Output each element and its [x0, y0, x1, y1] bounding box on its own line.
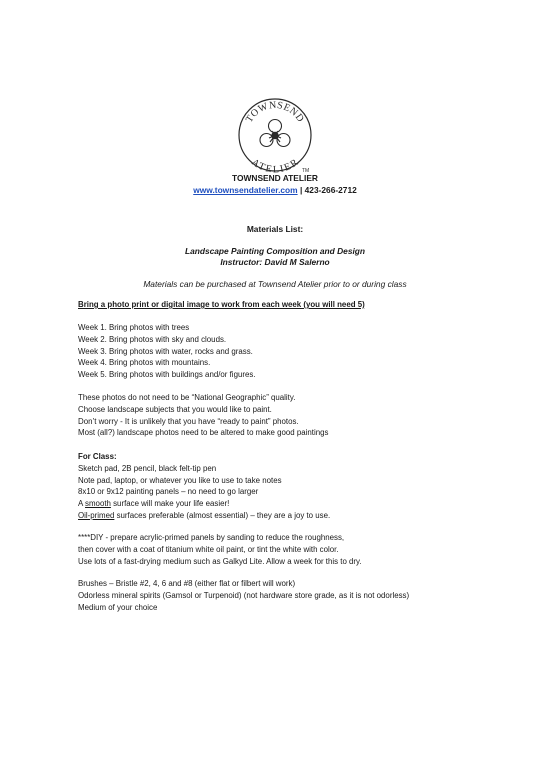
diy-section [78, 532, 538, 567]
list-item: Week 2. Bring photos with sky and clouds. [78, 334, 227, 344]
supplies-section [78, 578, 538, 613]
townsend-atelier-logo [236, 96, 314, 174]
list-item: Sketch pad, 2B pencil, black felt-tip pen [78, 463, 217, 473]
for-class-section [78, 451, 538, 522]
note-line: Don’t worry - It is unlikely that you have “ready to paint” photos. [78, 416, 299, 426]
svg-text:ATELIER: ATELIER [249, 156, 301, 174]
phone-number: 423-266-2712 [304, 185, 357, 195]
list-item: Week 1. Bring photos with trees [78, 323, 190, 332]
smooth-word: smooth [85, 499, 111, 509]
supply-line: Brushes – Bristle #2, 4, 6 and #8 (either flat or filbert will work) [78, 579, 296, 588]
list-item: 8x10 or 9x12 painting panels – no need to go larger [78, 487, 259, 497]
photo-heading [78, 299, 538, 311]
list-item: Week 5. Bring photos with buildings and/or figures. [78, 370, 256, 380]
supply-line: Medium of your choice [78, 602, 158, 612]
contact-separator: | [297, 185, 305, 195]
logo-emblem [236, 96, 314, 174]
instructor-line: Instructor: David M Salerno [220, 257, 330, 267]
smooth-prefix: A [78, 499, 86, 509]
note-line: These photos do not need to be “National Geographic” quality. [78, 393, 296, 402]
website-link[interactable]: www.townsendatelier.com [193, 185, 298, 195]
materials-list-title: Materials List: [246, 224, 304, 234]
note-line: Choose landscape subjects that you would like to paint. [78, 404, 272, 414]
for-class-heading: For Class: [78, 452, 117, 461]
supply-line: Odorless mineral spirits (Gamsol or Turpenoid) (not hardware store grade, as it is not odorless) [78, 590, 410, 600]
list-item: Week 3. Bring photos with water, rocks and grass. [78, 346, 253, 356]
list-item: Week 4. Bring photos with mountains. [78, 358, 211, 368]
contact-line [0, 184, 550, 196]
list-item: Note pad, laptop, or whatever you like to use to take notes [78, 475, 282, 485]
oil-primed-word: Oil-primed [78, 510, 115, 520]
smooth-surface-line [78, 498, 538, 510]
svg-text:TOWNSEND: TOWNSEND [243, 99, 307, 125]
diy-line: ****DIY - prepare acrylic-primed panels by sanding to reduce the roughness, [78, 533, 345, 542]
photo-notes [78, 392, 538, 439]
svg-text:TM: TM [302, 168, 310, 174]
purchase-note: Materials can be purchased at Townsend Atelier prior to or during class [143, 279, 407, 289]
smooth-suffix: surface will make your life easier! [110, 499, 230, 509]
org-name: TOWNSEND ATELIER [232, 173, 318, 183]
oil-primed-suffix: surfaces preferable (almost essential) – they are a joy to use. [114, 510, 331, 520]
photo-heading-text: Bring a photo print or digital image to work from each week (you will need 5) [78, 300, 365, 309]
weekly-photo-list [78, 322, 538, 381]
note-line: Most (all?) landscape photos need to be altered to make good paintings [78, 428, 329, 438]
course-title: Landscape Painting Composition and Design [184, 246, 366, 256]
oil-primed-line [78, 510, 538, 522]
diy-line: Use lots of a fast-drying medium such as Galkyd Lite. Allow a week for this to dry. [78, 556, 362, 566]
diy-line: then cover with a coat of titanium white oil paint, or tint the white with color. [78, 544, 339, 554]
